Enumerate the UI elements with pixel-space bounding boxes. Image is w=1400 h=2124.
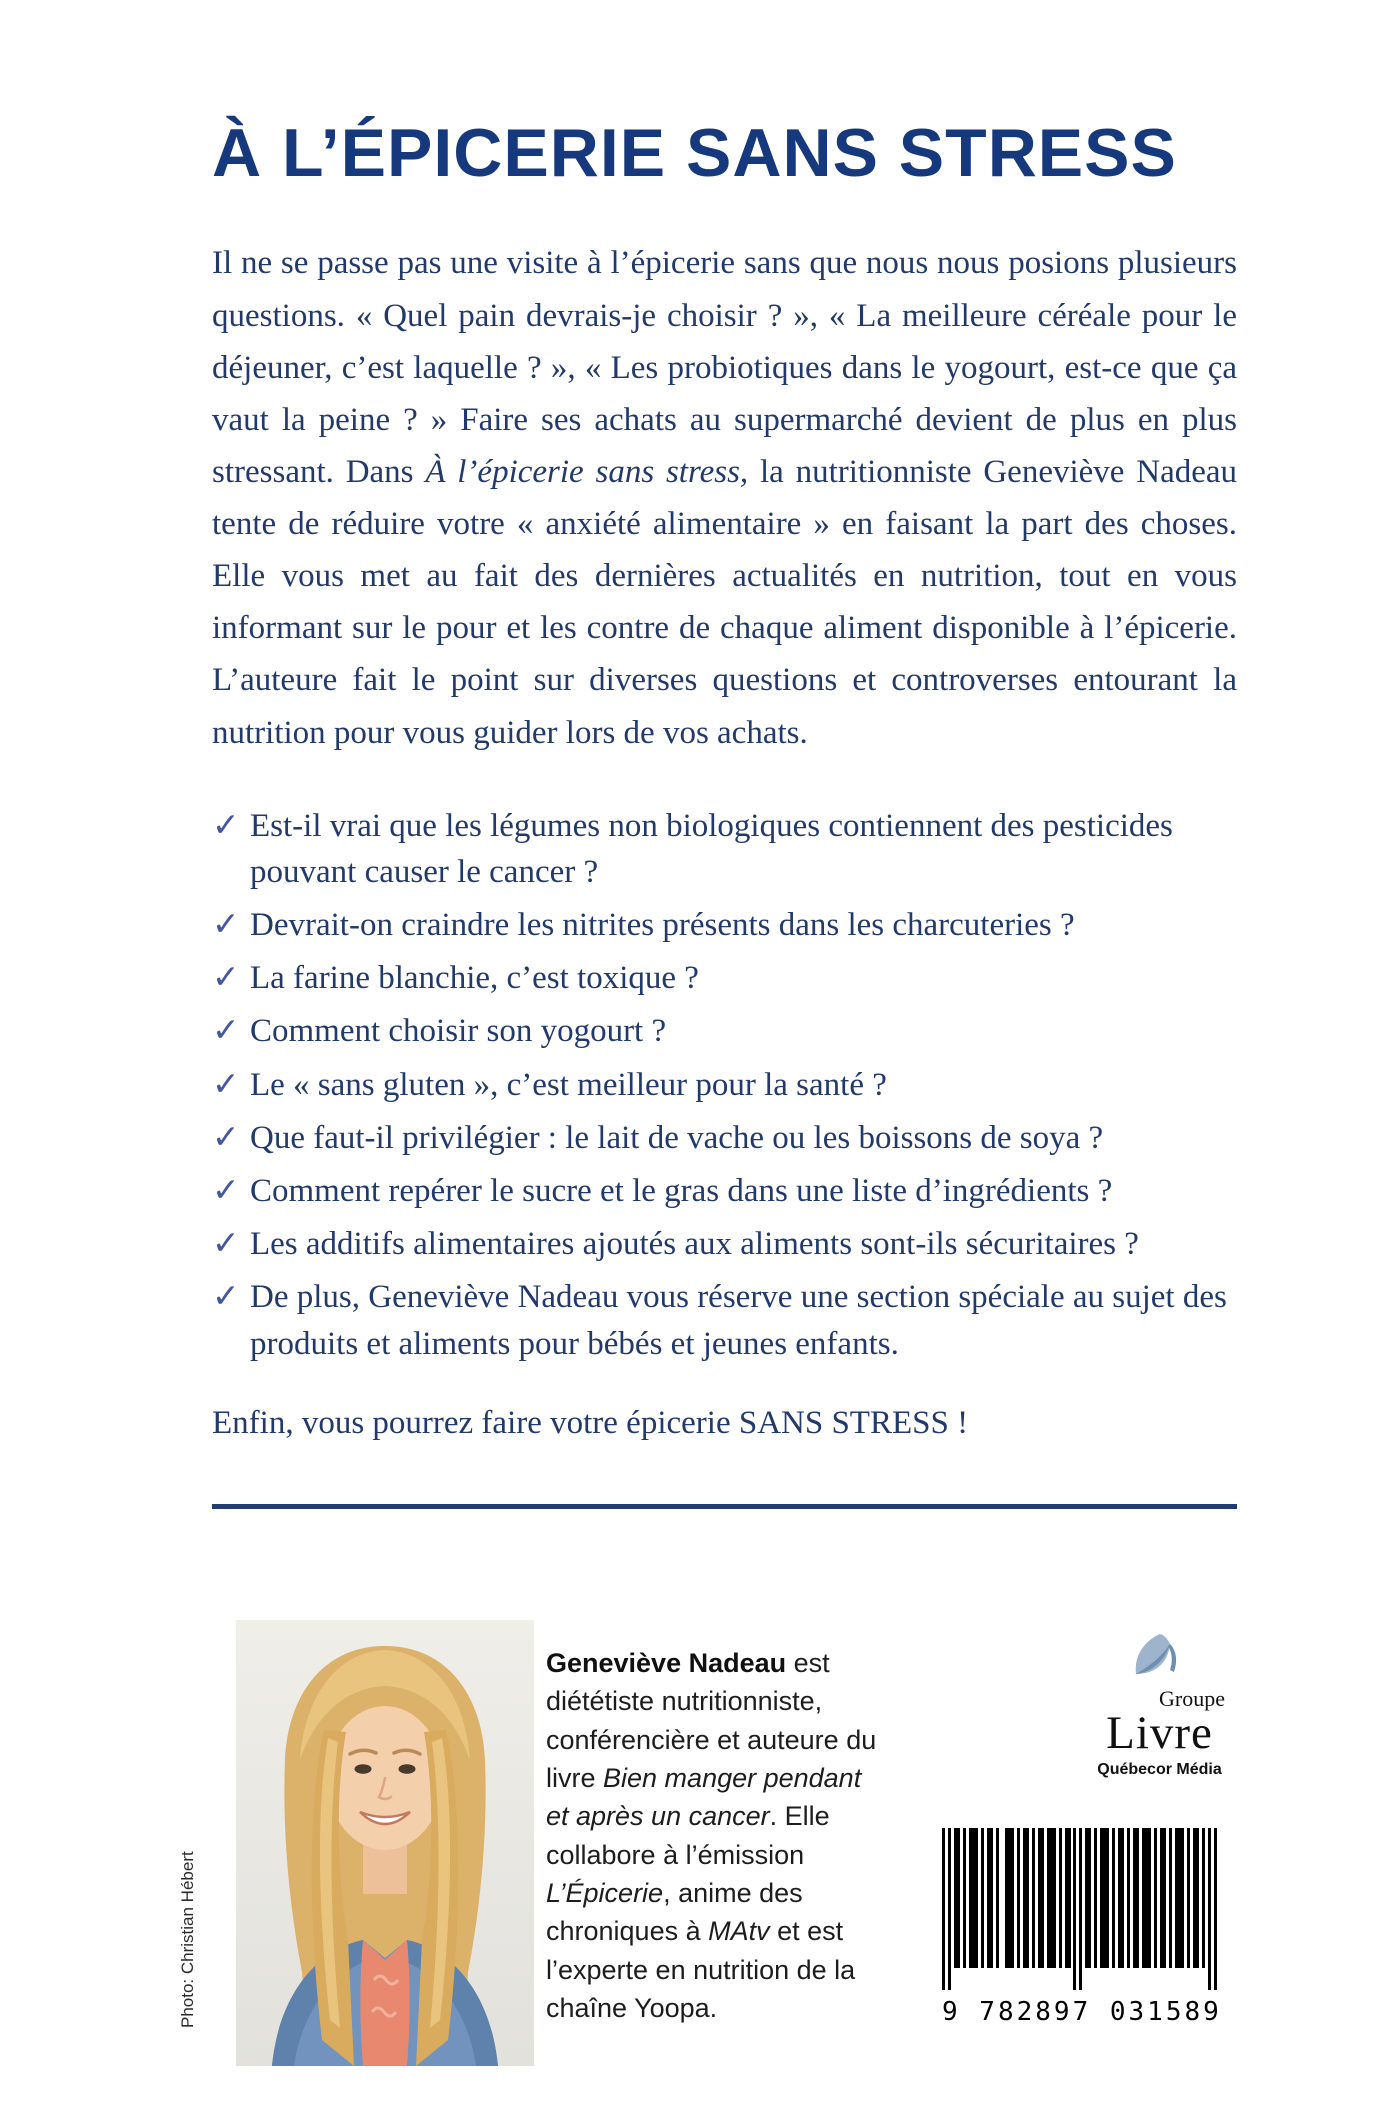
publisher-groupe-label: Groupe [1159, 1686, 1225, 1711]
checklist-item [212, 1062, 1237, 1108]
check-icon: ✓ [212, 807, 240, 844]
check-icon: ✓ [212, 907, 240, 944]
publisher-logo [1072, 1628, 1247, 1779]
bio-text-2: . Elle collabore à l’émission [546, 1801, 830, 1870]
checklist-item-label: Que faut-il privilégier : le lait de vache ou les boissons de soya ? [250, 1119, 1104, 1156]
checklist-item-label: Comment repérer le sucre et le gras dans une liste d’ingrédients ? [250, 1172, 1113, 1209]
checklist-item [212, 1221, 1237, 1267]
check-icon: ✓ [212, 1226, 240, 1263]
author-name: Geneviève Nadeau [546, 1648, 787, 1678]
closing-line: Enfin, vous pourrez faire votre épicerie SANS STRESS ! [212, 1404, 969, 1441]
checklist-item [212, 1115, 1237, 1161]
photo-credit: Photo: Christian Hébert [178, 1851, 197, 2028]
bio-text-1: est diététiste nutritionniste, conférencière et auteure du livre [546, 1648, 877, 1793]
intro-text-2: la nutritionniste Geneviève Nadeau tente de réduire votre « anxiété alimentaire » en faisant la part des choses. Elle vous met au fait des dernières actualités en nutrition, tout en vous informant sur le pour et les contre de chaque aliment disponible à l’épicerie. L’auteure fait le point sur diverses questions et controverses entourant la nutrition pour vous guider lors de vos achats. [212, 453, 1238, 751]
publisher-quebecor-label: Québecor Média [1097, 1761, 1222, 1778]
check-icon: ✓ [212, 1119, 240, 1156]
barcode [942, 1828, 1222, 2027]
checklist-item-label: Comment choisir son yogourt ? [250, 1013, 667, 1050]
bio-channel: MAtv [708, 1916, 770, 1947]
checklist-item-label: Les additifs alimentaires ajoutés aux aliments sont-ils sécuritaires ? [250, 1226, 1139, 1263]
checklist-item [212, 1168, 1237, 1214]
checklist-item [212, 803, 1237, 895]
checklist-item-label: Devrait-on craindre les nitrites présents dans les charcuteries ? [250, 907, 1075, 944]
bio-book-title: Bien manger pendant et après un cancer [546, 1762, 862, 1832]
barcode-bars [942, 1828, 1218, 1990]
intro-book-title: À l’épicerie sans stress, [425, 453, 749, 490]
author-photo [236, 1620, 534, 2066]
isbn-number: 9 782897 031589 [942, 1997, 1222, 2027]
check-icon: ✓ [212, 960, 240, 997]
check-icon: ✓ [212, 1279, 240, 1316]
bio-text-3: , anime des chroniques à [546, 1877, 803, 1947]
publisher-livre-label: Livre [1106, 1707, 1213, 1759]
author-photo-illustration [236, 1620, 534, 2066]
checklist-item [212, 955, 1237, 1001]
intro-text-1: Il ne se passe pas une visite à l’épicerie sans que nous nous posions plusieurs questions. « Quel pain devrais-je choisir ? », « La meilleure céréale pour le déjeuner, c’est laquelle ? », « Les probiotiques dans le yogourt, est-ce que ça vaut la peine ? » Faire ses achats au supermarché devient de plus en plus stressant. Dans [212, 245, 1237, 490]
checklist-item-label: De plus, Geneviève Nadeau vous réserve une section spéciale au sujet des produits et aliments pour bébés et jeunes enfants. [250, 1279, 1227, 1362]
checklist-item [212, 1008, 1237, 1054]
author-bio [546, 1644, 884, 2027]
checklist [212, 803, 1237, 1367]
check-icon: ✓ [212, 1066, 240, 1103]
leaf-icon [1072, 1628, 1247, 1694]
checklist-item [212, 902, 1237, 948]
cover-footer [0, 1582, 1400, 2124]
check-icon: ✓ [212, 1013, 240, 1050]
check-icon: ✓ [212, 1172, 240, 1209]
checklist-item-label: La farine blanchie, c’est toxique ? [250, 960, 699, 997]
intro-paragraph [212, 237, 1237, 758]
checklist-item [212, 1274, 1237, 1366]
page-title: À L’ÉPICERIE SANS STRESS [212, 115, 1177, 191]
divider [212, 1504, 1237, 1509]
checklist-item-label: Est-il vrai que les légumes non biologiques contiennent des pesticides pouvant causer le cancer ? [250, 807, 1173, 890]
checklist-item-label: Le « sans gluten », c’est meilleur pour la santé ? [250, 1066, 887, 1103]
bio-show-title: L’Épicerie [546, 1877, 664, 1908]
bio-text-4: et est l’experte en nutrition de la chaîne Yoopa. [546, 1916, 856, 2023]
